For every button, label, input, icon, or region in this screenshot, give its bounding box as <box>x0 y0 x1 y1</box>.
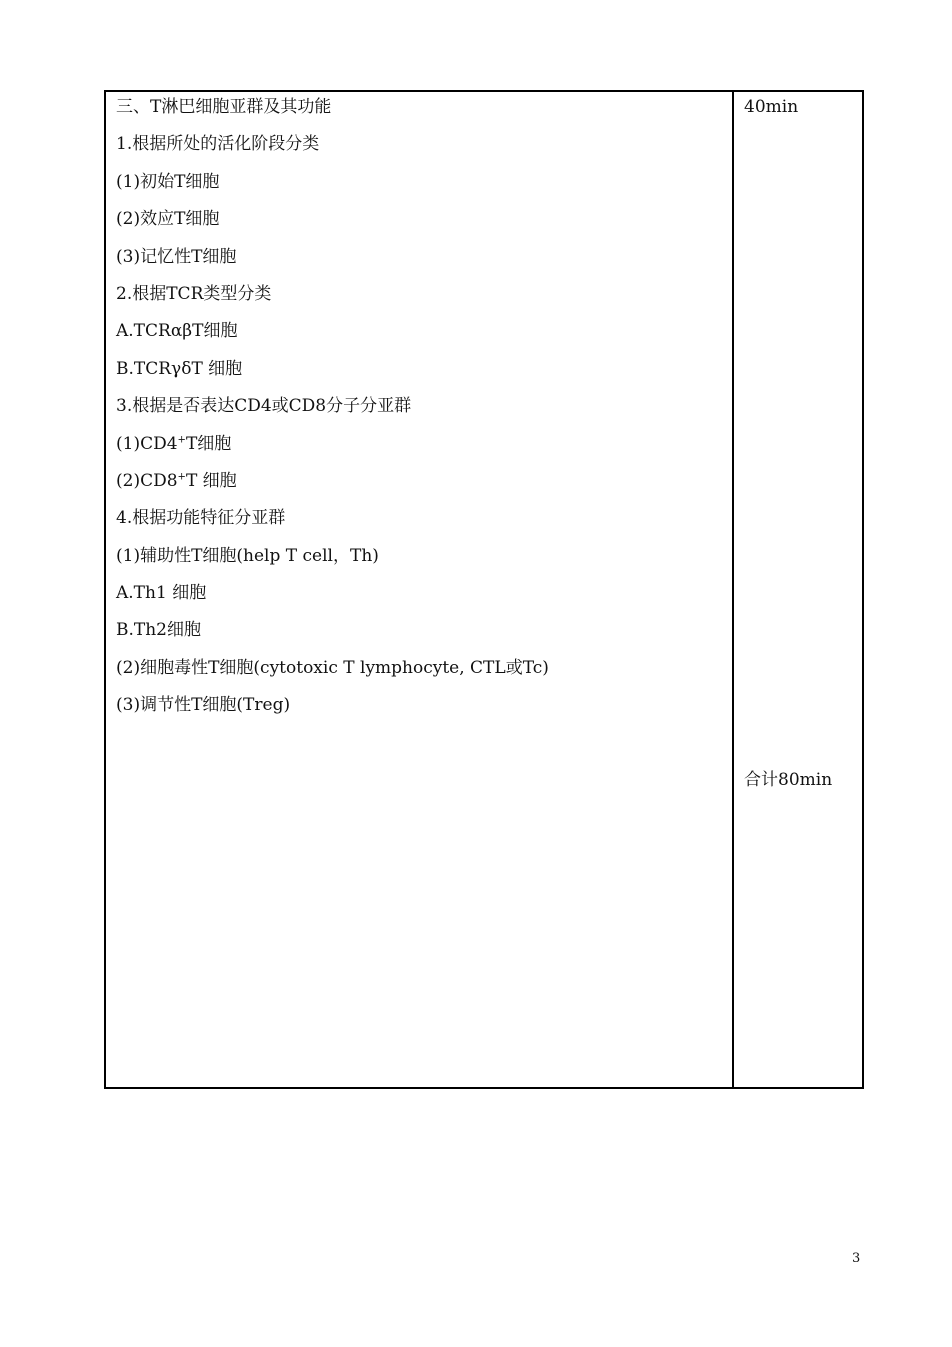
total-duration: 合计80min <box>744 770 833 790</box>
outline-line: (3)调节性T细胞(Treg) <box>116 695 291 716</box>
outline-line: A.Th1 细胞 <box>116 583 207 604</box>
outline-line: B.TCRγδT 细胞 <box>116 358 243 379</box>
outline-line: 4.根据功能特征分亚群 <box>116 508 286 529</box>
outline-text: (1)CD4 <box>116 433 178 454</box>
superscript: + <box>177 433 186 445</box>
outline-line: (1)辅助性T细胞(help T cell，Th) <box>116 545 379 566</box>
superscript: + <box>177 471 186 483</box>
outline-text: T细胞 <box>185 433 232 454</box>
outline-text: T 细胞 <box>185 470 237 491</box>
page-number: 3 <box>852 1251 861 1266</box>
outline-line: (2)效应T细胞 <box>116 209 220 230</box>
outline-line: (1)初始T细胞 <box>116 171 220 192</box>
outline-line: (3)记忆性T细胞 <box>116 246 237 267</box>
outline-line: A.TCRαβT细胞 <box>116 321 238 342</box>
lesson-table <box>104 90 864 1089</box>
content-column <box>106 92 734 1087</box>
outline-line <box>116 431 732 468</box>
section-title: 三、T淋巴细胞亚群及其功能 <box>116 97 332 117</box>
outline-line: B.Th2细胞 <box>116 620 201 641</box>
outline-line: (2)细胞毒性T细胞(cytotoxic T lymphocyte, CTL或Tc) <box>116 657 549 678</box>
outline-line <box>116 468 732 505</box>
outline-line: 1.根据所处的活化阶段分类 <box>116 134 320 155</box>
outline-line: 3.根据是否表达CD4或CD8分子分亚群 <box>116 396 412 417</box>
outline-line: 2.根据TCR类型分类 <box>116 283 272 304</box>
section-duration: 40min <box>744 97 799 117</box>
outline-text: (2)CD8 <box>116 470 178 491</box>
time-column <box>734 92 862 1087</box>
